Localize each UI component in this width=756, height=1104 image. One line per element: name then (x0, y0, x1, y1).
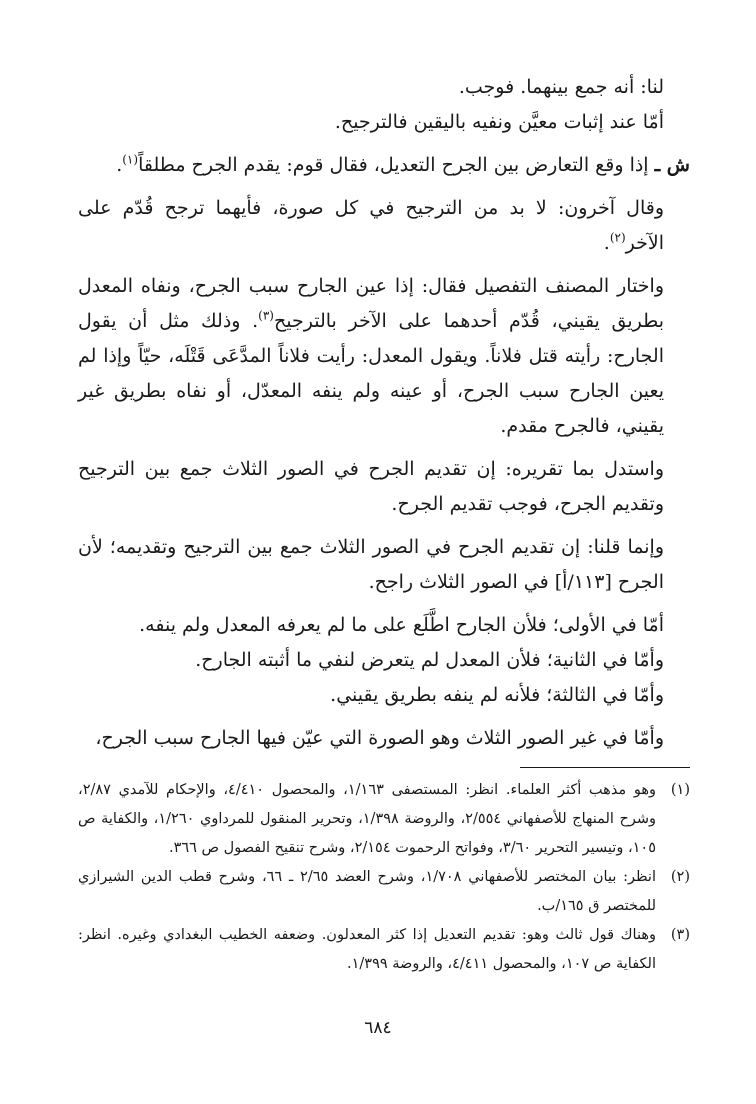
paragraph: أمّا في الأولى؛ فلأن الجارح اطَّلَع على ما لم يعرفه المعدل ولم ينفه. (139, 614, 664, 636)
footnotes (78, 776, 690, 979)
footnote-number: (٢) (670, 869, 690, 885)
footnote-text: وهناك قول ثالث وهو: تقديم التعديل إذا كثر المعدلون. وضعفه الخطيب البغدادي وغيره. انظر: الكفاية ص ١٠٧، والمحصول ٤/٤١١، والروضة ١/٣٩٩. (78, 927, 656, 972)
paragraph-text: وقال آخرون: لا بد من الترجيح في كل صورة، فأيهما ترجح قُدّم على الآخر (78, 197, 664, 254)
footnote-divider (520, 767, 690, 768)
footnote-number: (١) (670, 782, 690, 798)
paragraph-text: إذا وقع التعارض بين الجرح التعديل، فقال قوم: يقدم الجرح مطلقاً (138, 154, 655, 176)
footnote (78, 776, 690, 863)
paragraph: واستدل بما تقريره: إن تقديم الجرح في الصور الثلاث جمع بين الترجيح وتقديم الجرح، فوجب تقديم الجرح. (78, 458, 664, 515)
paragraph (78, 269, 690, 444)
paragraph: وأمّا في الثانية؛ فلأن المعدل لم يتعرض لنفي ما أثبته الجارح. (195, 649, 664, 671)
paragraph: أمّا عند إثبات معيَّن ونفيه باليقين فالترجيح. (334, 111, 664, 133)
footnote-ref: (٢) (609, 230, 626, 245)
paragraph: وإنما قلنا: إن تقديم الجرح في الصور الثلاث جمع بين الترجيح وتقديمه؛ لأن الجرح [١١٣/أ] في الصور الثلاث راجح. (78, 536, 664, 593)
paragraph: وأمّا في الثالثة؛ فلأنه لم ينفه بطريق يقيني. (330, 684, 664, 706)
footnote (78, 863, 690, 921)
footnote-text: انظر: بيان المختصر للأصفهاني ١/٧٠٨، وشرح العضد ٢/٦٥ ـ ٦٦، وشرح قطب الدين الشيرازي للمختصر ق ١٦٥/ب. (78, 869, 656, 914)
commentary-paragraph (78, 148, 690, 183)
footnote-number: (٣) (670, 927, 690, 943)
main-text (78, 70, 690, 756)
paragraph-text: . وذلك مثل أن يقول الجارح: رأيته قتل فلاناً. ويقول المعدل: رأيت فلاناً المدَّعَى قَتْلَه، حيّاً وإذا لم يعين الجارح سبب الجرح، أو عينه ولم ينفه المعدّل، أو نفاه بطريق غير يقيني، فالجرح مقدم. (78, 310, 664, 437)
paragraph: لنا: أنه جمع بينهما. فوجب. (458, 76, 664, 98)
paragraph-text: واختار المصنف التفصيل فقال: إذا عين الجارح سبب الجرح، ونفاه المعدل بطريق يقيني، قُدّم أحدهما على الآخر بالترجيح (78, 275, 664, 332)
footnote-text: وهو مذهب أكثر العلماء. انظر: المستصفى ١/١٦٣، والمحصول ٤/٤١٠، والإحكام للآمدي ٢/٨٧، وشرح المنهاج للأصفهاني ٢/٥٥٤، والروضة ١/٣٩٨، وتحرير المنقول للمرداوي ١/٢٦٠، والكفاية ص ١٠٥، وتيسير التحرير ٣/٦٠، وفواتح الرحموت ٢/١٥٤، وشرح تنقيح الفصول ص ٣٦٦. (78, 782, 656, 856)
paragraph (78, 191, 690, 261)
paragraph-end: . (116, 154, 123, 176)
paragraph: وأمّا في غير الصور الثلاث وهو الصورة التي عيّن فيها الجارح سبب الجرح، (95, 727, 664, 749)
commentary-marker: ش ـ (654, 154, 690, 176)
footnote (78, 921, 690, 979)
page-number: ٦٨٤ (364, 1018, 392, 1038)
footnote-ref: (٣) (258, 308, 274, 323)
paragraph-end: . (603, 232, 610, 254)
footnote-ref: (١) (122, 152, 139, 167)
